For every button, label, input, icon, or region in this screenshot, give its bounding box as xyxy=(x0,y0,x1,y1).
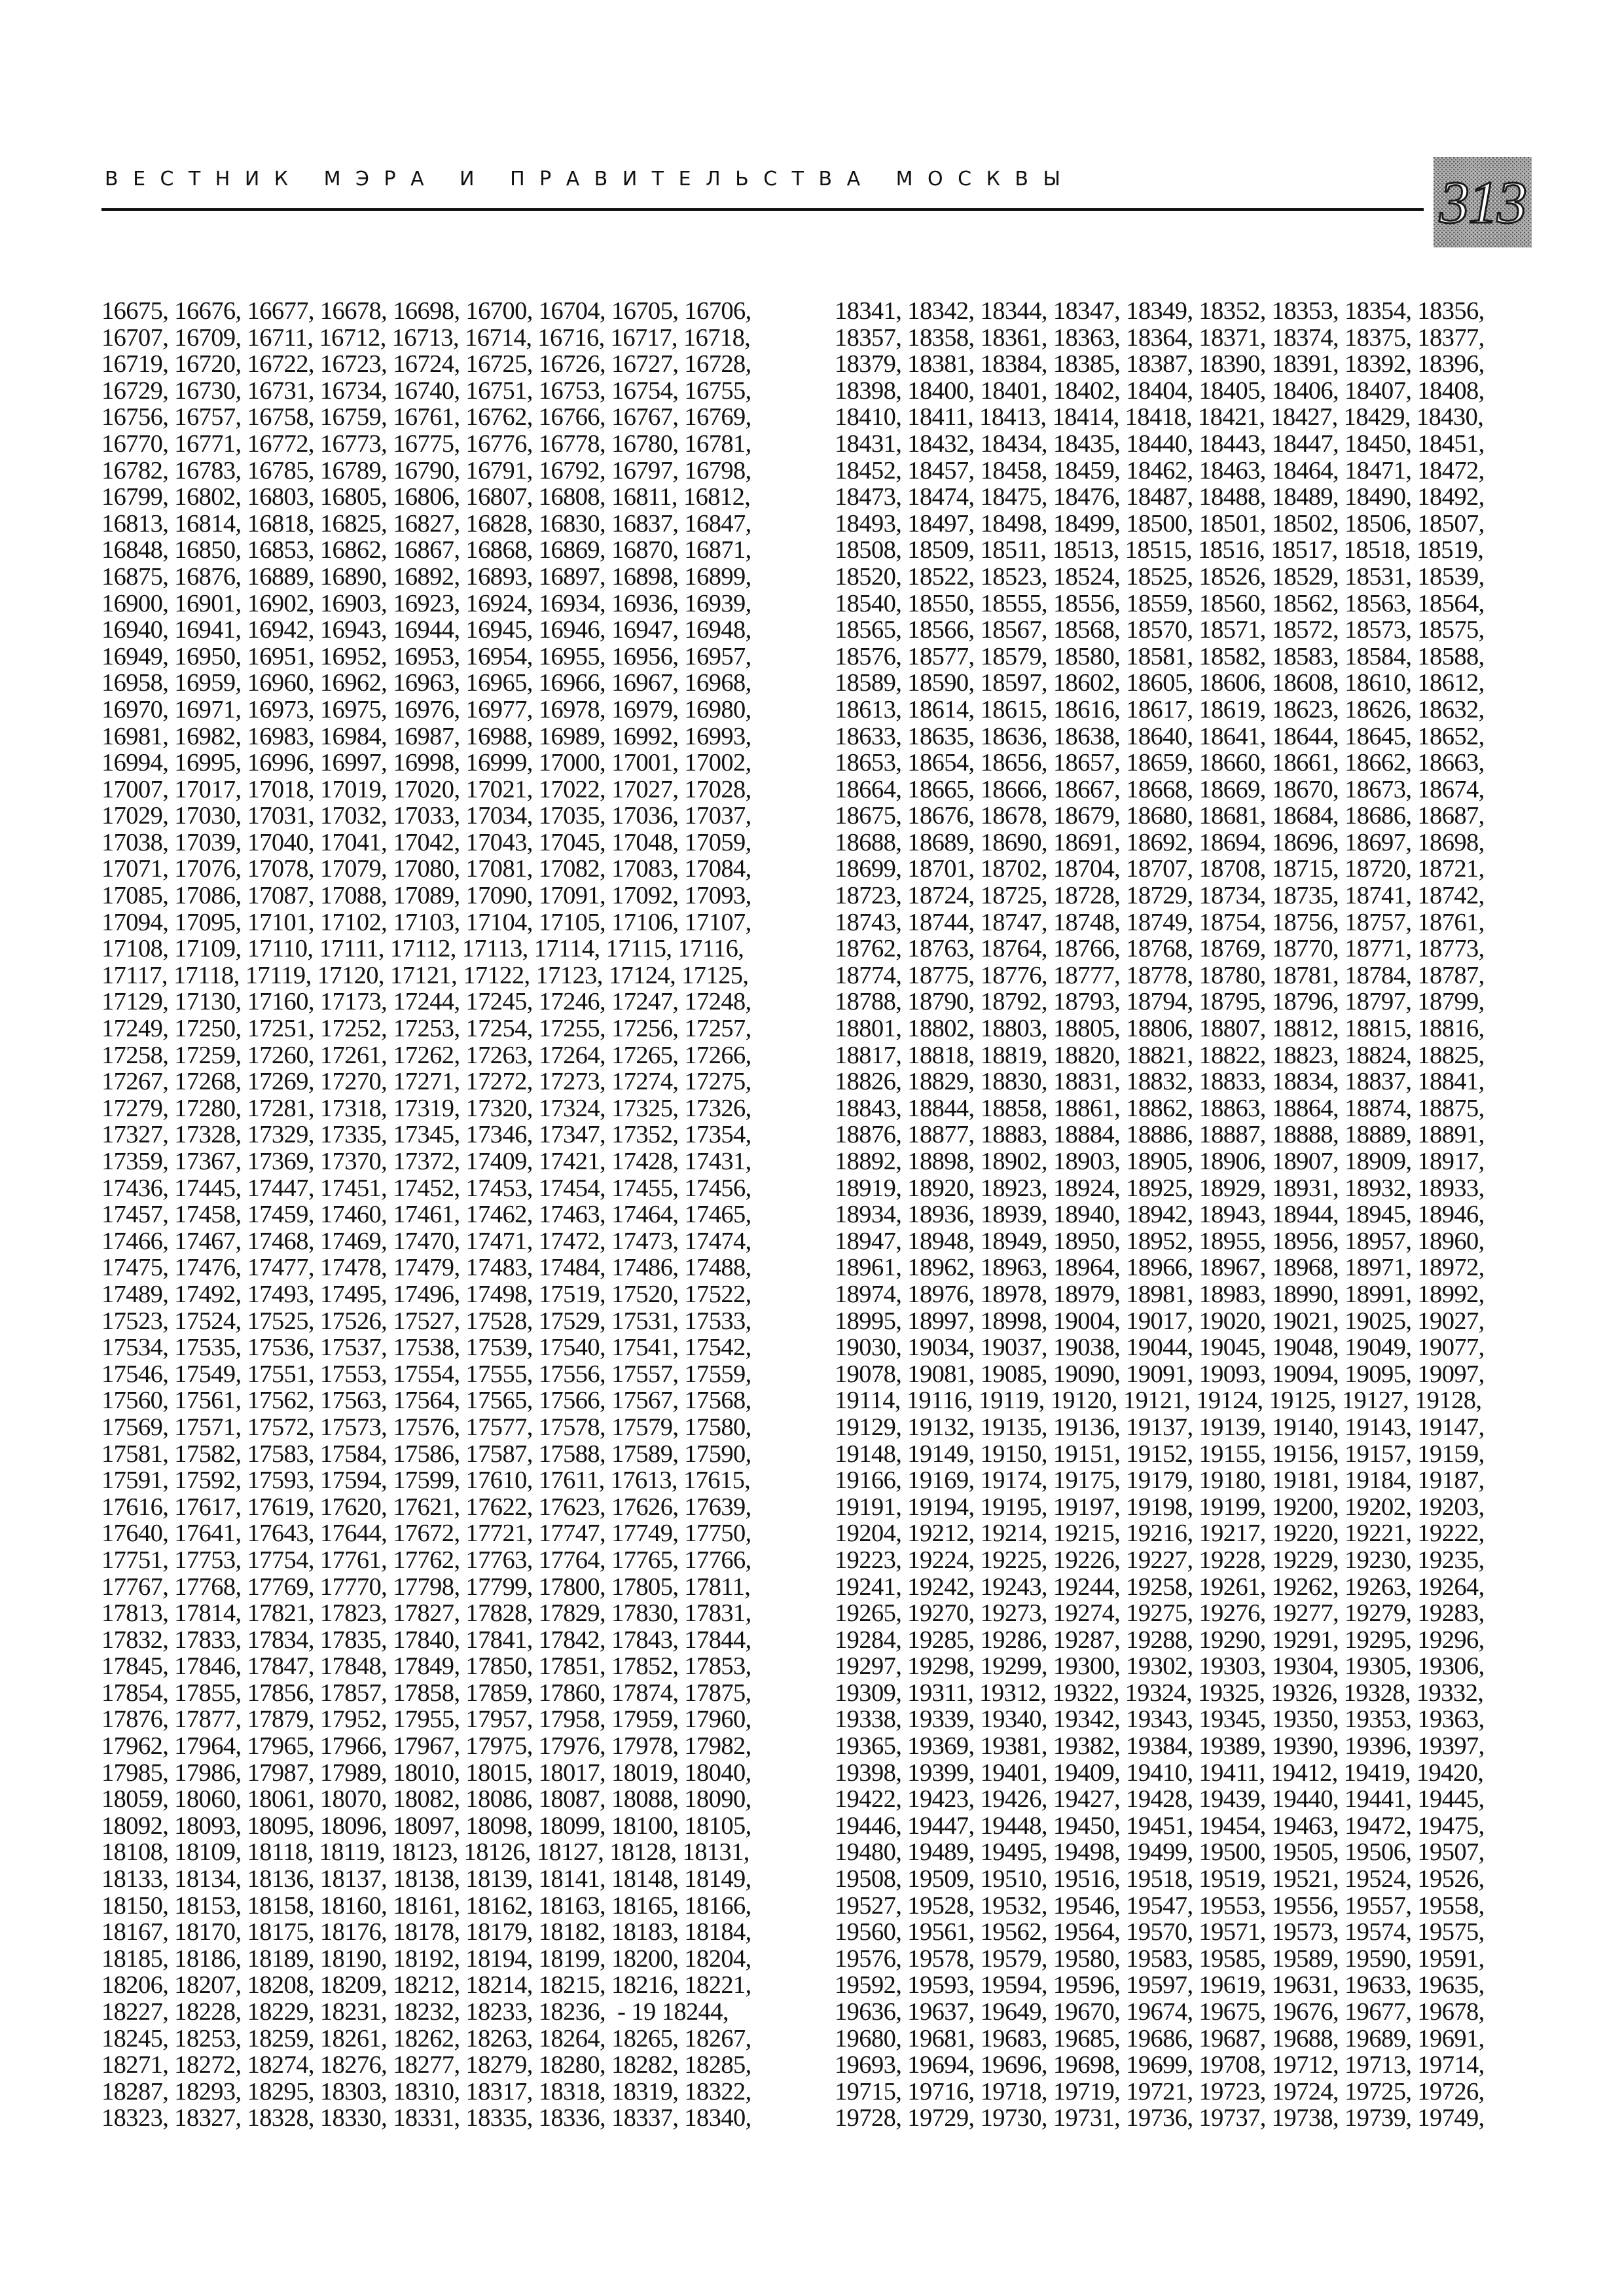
number-line: 17832, 17833, 17834, 17835, 17840, 17841, 17842, 17843, 17844, xyxy=(101,1626,751,1654)
number-line: 18540, 18550, 18555, 18556, 18559, 18560, 18562, 18563, 18564, xyxy=(835,589,1485,617)
number-line: 18287, 18293, 18295, 18303, 18310, 18317, 18318, 18319, 18322, xyxy=(101,2077,751,2105)
number-line: 17029, 17030, 17031, 17032, 17033, 17034, 17035, 17036, 17037, xyxy=(101,802,751,830)
number-line: 18974, 18976, 18978, 18979, 18981, 18983, 18990, 18991, 18992, xyxy=(835,1280,1485,1308)
number-line: 16970, 16971, 16973, 16975, 16976, 16977, 16978, 16979, 16980, xyxy=(101,695,751,723)
number-line: 18150, 18153, 18158, 18160, 18161, 18162, 18163, 18165, 18166, xyxy=(101,1891,751,1920)
number-line: 18723, 18724, 18725, 18728, 18729, 18734, 18735, 18741, 18742, xyxy=(835,882,1485,910)
number-line: 16782, 16783, 16785, 16789, 16790, 16791, 16792, 16797, 16798, xyxy=(101,456,751,484)
number-line: 17267, 17268, 17269, 17270, 17271, 17272, 17273, 17274, 17275, xyxy=(101,1068,751,1096)
number-line: 18206, 18207, 18208, 18209, 18212, 18214, 18215, 18216, 18221, xyxy=(101,1971,751,1999)
number-line: 17546, 17549, 17551, 17553, 17554, 17555, 17556, 17557, 17559, xyxy=(101,1360,751,1388)
number-line: 17962, 17964, 17965, 17966, 17967, 17975, 17976, 17978, 17982, xyxy=(101,1732,751,1760)
number-line: 17475, 17476, 17477, 17478, 17479, 17483, 17484, 17486, 17488, xyxy=(101,1254,751,1282)
number-line: 19148, 19149, 19150, 19151, 19152, 19155, 19156, 19157, 19159, xyxy=(835,1440,1485,1468)
number-line: 17249, 17250, 17251, 17252, 17253, 17254, 17255, 17256, 17257, xyxy=(101,1015,751,1043)
number-line: 19338, 19339, 19340, 19342, 19343, 19345, 19350, 19353, 19363, xyxy=(835,1705,1485,1734)
number-line: 17327, 17328, 17329, 17335, 17345, 17346, 17347, 17352, 17354, xyxy=(101,1121,751,1149)
number-line: 17523, 17524, 17525, 17526, 17527, 17528, 17529, 17531, 17533, xyxy=(101,1307,751,1335)
number-line: 19223, 19224, 19225, 19226, 19227, 19228, 19229, 19230, 19235, xyxy=(835,1546,1485,1574)
number-line: 19576, 19578, 19579, 19580, 19583, 19585, 19589, 19590, 19591, xyxy=(835,1944,1485,1973)
number-line: 18664, 18665, 18666, 18667, 18668, 18669, 18670, 18673, 18674, xyxy=(835,775,1485,803)
number-line: 17581, 17582, 17583, 17584, 17586, 17587, 17588, 17589, 17590, xyxy=(101,1440,751,1468)
number-line: 16707, 16709, 16711, 16712, 16713, 16714, 16716, 16717, 16718, xyxy=(101,323,751,352)
number-line: 19030, 19034, 19037, 19038, 19044, 19045, 19048, 19049, 19077, xyxy=(835,1334,1485,1362)
number-line: 17876, 17877, 17879, 17952, 17955, 17957, 17958, 17959, 17960, xyxy=(101,1705,751,1734)
number-line: 18653, 18654, 18656, 18657, 18659, 18660, 18661, 18662, 18663, xyxy=(835,749,1485,777)
number-line: 16719, 16720, 16722, 16723, 16724, 16725, 16726, 16727, 16728, xyxy=(101,350,751,378)
number-line: 17569, 17571, 17572, 17573, 17576, 17577, 17578, 17579, 17580, xyxy=(101,1413,751,1441)
number-line: 17534, 17535, 17536, 17537, 17538, 17539, 17540, 17541, 17542, xyxy=(101,1334,751,1362)
number-line: 18410, 18411, 18413, 18414, 18418, 18421, 18427, 18429, 18430, xyxy=(835,403,1484,431)
number-line: 16940, 16941, 16942, 16943, 16944, 16945, 16946, 16947, 16948, xyxy=(101,616,751,644)
number-line: 19241, 19242, 19243, 19244, 19258, 19261, 19262, 19263, 19264, xyxy=(835,1573,1485,1601)
number-line: 18876, 18877, 18883, 18884, 18886, 18887, 18888, 18889, 18891, xyxy=(835,1121,1485,1149)
number-line: 18341, 18342, 18344, 18347, 18349, 18352, 18353, 18354, 18356, xyxy=(835,297,1485,325)
number-line: 18589, 18590, 18597, 18602, 18605, 18606, 18608, 18610, 18612, xyxy=(835,669,1485,697)
number-line: 18801, 18802, 18803, 18805, 18806, 18807, 18812, 18815, 18816, xyxy=(835,1015,1485,1043)
number-line: 17813, 17814, 17821, 17823, 17827, 17828, 17829, 17830, 17831, xyxy=(101,1599,751,1628)
number-line: 19365, 19369, 19381, 19382, 19384, 19389, 19390, 19396, 19397, xyxy=(835,1732,1485,1760)
number-line: 19422, 19423, 19426, 19427, 19428, 19439, 19440, 19441, 19445, xyxy=(835,1785,1485,1813)
page-number: 313 xyxy=(1439,169,1526,236)
journal-title: ВЕСТНИК МЭРА И ПРАВИТЕЛЬСТВА МОСКВЫ xyxy=(105,168,1075,191)
number-line: 16770, 16771, 16772, 16773, 16775, 16776, 16778, 16780, 16781, xyxy=(101,429,751,458)
number-line: 18520, 18522, 18523, 18524, 18525, 18526, 18529, 18531, 18539, xyxy=(835,562,1485,591)
page-number-badge xyxy=(1434,157,1532,247)
number-line: 18271, 18272, 18274, 18276, 18277, 18279, 18280, 18282, 18285, xyxy=(101,2051,751,2079)
number-line: 16799, 16802, 16803, 16805, 16806, 16807, 16808, 16811, 16812, xyxy=(101,483,751,511)
number-line: 17640, 17641, 17643, 17644, 17672, 17721, 17747, 17749, 17750, xyxy=(101,1520,751,1548)
number-line: 19078, 19081, 19085, 19090, 19091, 19093, 19094, 19095, 19097, xyxy=(835,1360,1485,1388)
number-line: 18167, 18170, 18175, 18176, 18178, 18179, 18182, 18183, 18184, xyxy=(101,1918,751,1946)
number-line: 18431, 18432, 18434, 18435, 18440, 18443, 18447, 18450, 18451, xyxy=(835,429,1485,458)
number-line: 19480, 19489, 19495, 19498, 19499, 19500, 19505, 19506, 19507, xyxy=(835,1838,1485,1867)
number-line: 18961, 18962, 18963, 18964, 18966, 18967, 18968, 18971, 18972, xyxy=(835,1254,1485,1282)
number-line: 19129, 19132, 19135, 19136, 19137, 19139, 19140, 19143, 19147, xyxy=(835,1413,1485,1441)
number-line: 19398, 19399, 19401, 19409, 19410, 19411, 19412, 19419, 19420, xyxy=(835,1758,1484,1787)
number-line: 17279, 17280, 17281, 17318, 17319, 17320, 17324, 17325, 17326, xyxy=(101,1094,751,1122)
number-line: 17560, 17561, 17562, 17563, 17564, 17565, 17566, 17567, 17568, xyxy=(101,1387,751,1415)
number-line: 19309, 19311, 19312, 19322, 19324, 19325, 19326, 19328, 19332, xyxy=(835,1679,1484,1707)
number-line: 18133, 18134, 18136, 18137, 18138, 18139, 18141, 18148, 18149, xyxy=(101,1865,751,1893)
number-line: 16729, 16730, 16731, 16734, 16740, 16751, 16753, 16754, 16755, xyxy=(101,376,751,405)
number-line: 19508, 19509, 19510, 19516, 19518, 19519, 19521, 19524, 19526, xyxy=(835,1865,1485,1893)
header-rule xyxy=(101,208,1424,211)
number-line: 18245, 18253, 18259, 18261, 18262, 18263, 18264, 18265, 18267, xyxy=(101,2024,751,2052)
number-line: 18357, 18358, 18361, 18363, 18364, 18371, 18374, 18375, 18377, xyxy=(835,323,1485,352)
number-line: 17038, 17039, 17040, 17041, 17042, 17043, 17045, 17048, 17059, xyxy=(101,828,751,856)
number-line: 19265, 19270, 19273, 19274, 19275, 19276, 19277, 19279, 19283, xyxy=(835,1599,1485,1628)
number-line: 16875, 16876, 16889, 16890, 16892, 16893, 16897, 16898, 16899, xyxy=(101,562,751,591)
number-line: 18508, 18509, 18511, 18513, 18515, 18516, 18517, 18518, 18519, xyxy=(835,536,1484,564)
number-line: 18108, 18109, 18118, 18119, 18123, 18126, 18127, 18128, 18131, xyxy=(101,1838,749,1867)
number-line: 19204, 19212, 19214, 19215, 19216, 19217, 19220, 19221, 19222, xyxy=(835,1520,1485,1548)
number-line: 18688, 18689, 18690, 18691, 18692, 18694, 18696, 18697, 18698, xyxy=(835,828,1485,856)
number-line: 19715, 19716, 19718, 19719, 19721, 19723, 19724, 19725, 19726, xyxy=(835,2077,1485,2105)
right-column xyxy=(835,298,1535,2132)
number-line: 16900, 16901, 16902, 16903, 16923, 16924, 16934, 16936, 16939, xyxy=(101,589,751,617)
number-line: 18398, 18400, 18401, 18402, 18404, 18405, 18406, 18407, 18408, xyxy=(835,376,1485,405)
number-line: 19114, 19116, 19119, 19120, 19121, 19124, 19125, 19127, 19128, xyxy=(835,1387,1482,1415)
number-line: 19636, 19637, 19649, 19670, 19674, 19675, 19676, 19677, 19678, xyxy=(835,1998,1485,2026)
number-line: 18379, 18381, 18384, 18385, 18387, 18390, 18391, 18392, 18396, xyxy=(835,350,1485,378)
number-line: 18762, 18763, 18764, 18766, 18768, 18769, 18770, 18771, 18773, xyxy=(835,935,1485,963)
number-line: 17108, 17109, 17110, 17111, 17112, 17113, 17114, 17115, 17116, xyxy=(101,935,744,963)
number-line: 18452, 18457, 18458, 18459, 18462, 18463, 18464, 18471, 18472, xyxy=(835,456,1485,484)
number-line: 18788, 18790, 18792, 18793, 18794, 18795, 18796, 18797, 18799, xyxy=(835,988,1485,1016)
left-column xyxy=(101,298,802,2132)
number-line: 19693, 19694, 19696, 19698, 19699, 19708, 19712, 19713, 19714, xyxy=(835,2051,1485,2079)
number-line: 17117, 17118, 17119, 17120, 17121, 17122, 17123, 17124, 17125, xyxy=(101,961,749,989)
number-line: 16958, 16959, 16960, 16962, 16963, 16965, 16966, 16967, 16968, xyxy=(101,669,751,697)
number-line: 18473, 18474, 18475, 18476, 18487, 18488, 18489, 18490, 18492, xyxy=(835,483,1485,511)
number-line: 16813, 16814, 16818, 16825, 16827, 16828, 16830, 16837, 16847, xyxy=(101,509,751,538)
number-line: 18633, 18635, 18636, 18638, 18640, 18641, 18644, 18645, 18652, xyxy=(835,722,1485,750)
number-line: 16981, 16982, 16983, 16984, 16987, 16988, 16989, 16992, 16993, xyxy=(101,722,751,750)
number-line: 18185, 18186, 18189, 18190, 18192, 18194, 18199, 18200, 18204, xyxy=(101,1944,751,1973)
number-line: 19560, 19561, 19562, 19564, 19570, 19571, 19573, 19574, 19575, xyxy=(835,1918,1485,1946)
number-line: 17085, 17086, 17087, 17088, 17089, 17090, 17091, 17092, 17093, xyxy=(101,882,751,910)
number-line: 18743, 18744, 18747, 18748, 18749, 18754, 18756, 18757, 18761, xyxy=(835,908,1485,936)
number-line: 19527, 19528, 19532, 19546, 19547, 19553, 19556, 19557, 19558, xyxy=(835,1891,1485,1920)
number-line: 16949, 16950, 16951, 16952, 16953, 16954, 16955, 16956, 16957, xyxy=(101,642,751,670)
number-line: 18699, 18701, 18702, 18704, 18707, 18708, 18715, 18720, 18721, xyxy=(835,855,1485,883)
number-line: 17094, 17095, 17101, 17102, 17103, 17104, 17105, 17106, 17107, xyxy=(101,908,751,936)
number-line: 18576, 18577, 18579, 18580, 18581, 18582, 18583, 18584, 18588, xyxy=(835,642,1485,670)
number-line: 18817, 18818, 18819, 18820, 18821, 18822, 18823, 18824, 18825, xyxy=(835,1041,1485,1069)
number-line: 18675, 18676, 18678, 18679, 18680, 18681, 18684, 18686, 18687, xyxy=(835,802,1485,830)
number-line: 18323, 18327, 18328, 18330, 18331, 18335, 18336, 18337, 18340, xyxy=(101,2104,751,2132)
number-line: 18947, 18948, 18949, 18950, 18952, 18955, 18956, 18957, 18960, xyxy=(835,1227,1485,1255)
number-line: 18995, 18997, 18998, 19004, 19017, 19020, 19021, 19025, 19027, xyxy=(835,1307,1485,1335)
number-line: 17359, 17367, 17369, 17370, 17372, 17409, 17421, 17428, 17431, xyxy=(101,1148,751,1175)
number-line: 18919, 18920, 18923, 18924, 18925, 18929, 18931, 18932, 18933, xyxy=(835,1174,1485,1202)
number-line: 17845, 17846, 17847, 17848, 17849, 17850, 17851, 17852, 17853, xyxy=(101,1652,751,1681)
number-line: 18934, 18936, 18939, 18940, 18942, 18943, 18944, 18945, 18946, xyxy=(835,1201,1485,1229)
number-line: 17767, 17768, 17769, 17770, 17798, 17799, 17800, 17805, 17811, xyxy=(101,1573,751,1601)
number-line: 17071, 17076, 17078, 17079, 17080, 17081, 17082, 17083, 17084, xyxy=(101,855,751,883)
number-line: 17489, 17492, 17493, 17495, 17496, 17498, 17519, 17520, 17522, xyxy=(101,1280,751,1308)
number-line: 18774, 18775, 18776, 18777, 18778, 18780, 18781, 18784, 18787, xyxy=(835,961,1485,989)
number-line: 16756, 16757, 16758, 16759, 16761, 16762, 16766, 16767, 16769, xyxy=(101,403,751,431)
number-line: 18613, 18614, 18615, 18616, 18617, 18619, 18623, 18626, 18632, xyxy=(835,695,1485,723)
number-line: 18826, 18829, 18830, 18831, 18832, 18833, 18834, 18837, 18841, xyxy=(835,1068,1485,1096)
number-line: 18843, 18844, 18858, 18861, 18862, 18863, 18864, 18874, 18875, xyxy=(835,1094,1485,1122)
number-line: 16994, 16995, 16996, 16997, 16998, 16999, 17000, 17001, 17002, xyxy=(101,749,751,777)
number-line: 17457, 17458, 17459, 17460, 17461, 17462, 17463, 17464, 17465, xyxy=(101,1201,751,1229)
number-line: 17007, 17017, 17018, 17019, 17020, 17021, 17022, 17027, 17028, xyxy=(101,775,751,803)
number-line: 17129, 17130, 17160, 17173, 17244, 17245, 17246, 17247, 17248, xyxy=(101,988,751,1016)
number-line: 16848, 16850, 16853, 16862, 16867, 16868, 16869, 16870, 16871, xyxy=(101,536,751,564)
number-line: 17436, 17445, 17447, 17451, 17452, 17453, 17454, 17455, 17456, xyxy=(101,1174,751,1202)
number-line: 16675, 16676, 16677, 16678, 16698, 16700, 16704, 16705, 16706, xyxy=(101,297,751,325)
number-line: 18565, 18566, 18567, 18568, 18570, 18571, 18572, 18573, 18575, xyxy=(835,616,1485,644)
number-line: 17466, 17467, 17468, 17469, 17470, 17471, 17472, 17473, 17474, xyxy=(101,1227,751,1255)
number-line: 17751, 17753, 17754, 17761, 17762, 17763, 17764, 17765, 17766, xyxy=(101,1546,751,1574)
number-line: 18493, 18497, 18498, 18499, 18500, 18501, 18502, 18506, 18507, xyxy=(835,509,1485,538)
number-line: 18092, 18093, 18095, 18096, 18097, 18098, 18099, 18100, 18105, xyxy=(101,1812,751,1840)
number-line: 19446, 19447, 19448, 19450, 19451, 19454, 19463, 19472, 19475, xyxy=(835,1812,1485,1840)
number-line: 18892, 18898, 18902, 18903, 18905, 18906, 18907, 18909, 18917, xyxy=(835,1148,1485,1175)
number-line: 19592, 19593, 19594, 19596, 19597, 19619, 19631, 19633, 19635, xyxy=(835,1971,1485,1999)
number-line: 17258, 17259, 17260, 17261, 17262, 17263, 17264, 17265, 17266, xyxy=(101,1041,751,1069)
number-line: 18059, 18060, 18061, 18070, 18082, 18086, 18087, 18088, 18090, xyxy=(101,1785,751,1813)
number-line: 18227, 18228, 18229, 18231, 18232, 18233, 18236, - 19 18244, xyxy=(101,1998,729,2026)
number-line: 19680, 19681, 19683, 19685, 19686, 19687, 19688, 19689, 19691, xyxy=(835,2024,1485,2052)
number-line: 19191, 19194, 19195, 19197, 19198, 19199, 19200, 19202, 19203, xyxy=(835,1493,1485,1521)
number-line: 17616, 17617, 17619, 17620, 17621, 17622, 17623, 17626, 17639, xyxy=(101,1493,751,1521)
number-line: 17854, 17855, 17856, 17857, 17858, 17859, 17860, 17874, 17875, xyxy=(101,1679,751,1707)
number-line: 19297, 19298, 19299, 19300, 19302, 19303, 19304, 19305, 19306, xyxy=(835,1652,1485,1681)
number-line: 19728, 19729, 19730, 19731, 19736, 19737, 19738, 19739, 19749, xyxy=(835,2104,1485,2132)
number-line: 19166, 19169, 19174, 19175, 19179, 19180, 19181, 19184, 19187, xyxy=(835,1467,1485,1495)
number-line: 17985, 17986, 17987, 17989, 18010, 18015, 18017, 18019, 18040, xyxy=(101,1758,751,1787)
number-line: 19284, 19285, 19286, 19287, 19288, 19290, 19291, 19295, 19296, xyxy=(835,1626,1485,1654)
number-line: 17591, 17592, 17593, 17594, 17599, 17610, 17611, 17613, 17615, xyxy=(101,1467,751,1495)
